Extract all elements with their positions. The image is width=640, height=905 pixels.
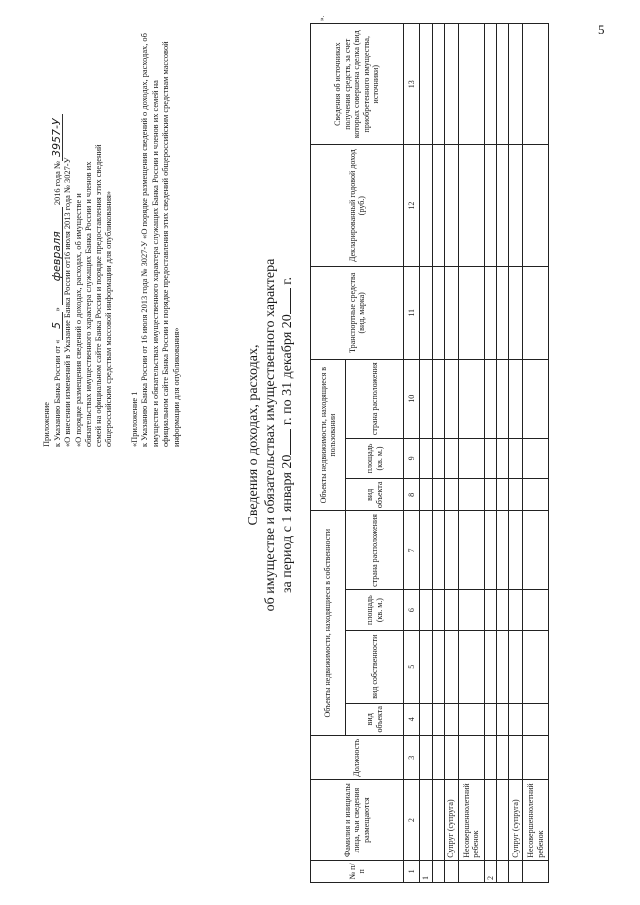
title-period-suffix: г. — [280, 277, 295, 285]
table-row — [444, 24, 458, 883]
table-row — [432, 24, 444, 883]
header-number: № п/п — [311, 860, 404, 882]
appendix-line6: семей на официальном сайте Банка России и порядке предоставления этих сведений — [94, 144, 104, 447]
appendix-line5: обязательствах имущественного характера служащих Банка России и членов их — [83, 161, 93, 447]
column-number: 10 — [404, 359, 420, 438]
table-row — [497, 24, 509, 883]
appendix-line2 — [52, 27, 63, 447]
appendix-day: 5 — [52, 312, 63, 340]
title-period-end: г. по 31 декабря 20 — [280, 314, 295, 426]
previous-body: к Указанию Банка России от 16 июля 2013 года № 3027-У «О порядке размещения сведений о доходах, расходах, об имуществе и обязательствах имущественного характера служащих Банка России и членов их семей на официальном сайте Банка России и порядке предоставления этих сведений общероссийским средствам массовой информации для опубликования» — [140, 33, 181, 447]
header-owned-ownership: вид собственности — [346, 630, 404, 703]
previous-title: «Приложение 1 — [130, 391, 139, 447]
header-owned-type: вид объекта — [346, 703, 404, 735]
column-number: 4 — [404, 703, 420, 735]
column-number: 6 — [404, 590, 420, 630]
appendix-month: февраля — [52, 207, 63, 305]
appendix-year: 2016 года № — [53, 161, 63, 206]
child-label: Несовершеннолетний ребенок — [458, 780, 484, 860]
row-number: 2 — [484, 860, 497, 882]
appendix-prefix: к Указанию Банка России от « — [53, 339, 63, 447]
table-row — [484, 24, 497, 883]
declaration-table — [310, 23, 549, 883]
header-owned-area: площадь (кв. м.) — [346, 590, 404, 630]
column-numbers-row — [404, 24, 420, 883]
appendix-mid: » — [53, 307, 63, 312]
year-end-blank[interactable] — [290, 288, 291, 314]
column-number: 11 — [404, 266, 420, 359]
appendix-line3: «О внесении изменений в Указание Банка России от16 июля 2013 года № 3027-У — [63, 157, 73, 447]
spouse-label: Супруг (супруга) — [444, 780, 458, 860]
table-row — [523, 24, 549, 883]
appendix-header — [42, 27, 114, 447]
row-number: 1 — [420, 860, 433, 882]
table-row — [509, 24, 523, 883]
header-used-type: вид объекта — [346, 479, 404, 511]
document-title — [245, 185, 296, 685]
column-number: 7 — [404, 511, 420, 590]
header-owned-property: Объекты недвижимости, находящиеся в собственности — [311, 511, 346, 735]
table-row — [458, 24, 484, 883]
column-number: 5 — [404, 630, 420, 703]
header-position: Должность — [311, 735, 404, 779]
spouse-label: Супруг (супруга) — [509, 780, 523, 860]
column-number: 13 — [404, 24, 420, 145]
column-number: 9 — [404, 438, 420, 478]
header-income: Декларированный годовой доход (руб.) — [311, 145, 404, 266]
column-number: 12 — [404, 145, 420, 266]
title-line3 — [279, 185, 296, 685]
title-line1: Сведения о доходах, расходах, — [246, 344, 261, 526]
page-number: 5 — [598, 22, 605, 37]
header-name: Фамилия и инициалы лица, чьи сведения размещаются — [311, 780, 404, 860]
child-label: Несовершеннолетний ребенок — [523, 780, 549, 860]
appendix-line4: «О порядке размещения сведений о доходах, расходах, об имуществе и — [73, 193, 83, 447]
header-owned-country: страна расположения — [346, 511, 404, 590]
closing-quote-mark: ». — [318, 15, 326, 21]
appendix-line1: Приложение — [42, 402, 51, 447]
title-line2: об имуществе и обязательствах имущественного характера — [263, 258, 278, 612]
previous-appendix — [130, 32, 182, 447]
column-number: 1 — [404, 860, 420, 882]
header-used-property: Объекты недвижимости, находящиеся в пользовании — [311, 359, 346, 511]
appendix-number: 3957-У — [52, 114, 63, 161]
year-start-blank[interactable] — [290, 429, 291, 455]
header-row-1 — [311, 24, 346, 883]
title-period-start: за период с 1 января 20 — [280, 454, 295, 593]
column-number: 3 — [404, 735, 420, 779]
header-sources: Сведения об источниках получения средств, за счет которых совершена сделка (вид приобретенного имущества, источники) — [311, 24, 404, 145]
header-used-area: площадь (кв. м.) — [346, 438, 404, 478]
header-vehicles: Транспортные средства (вид, марка) — [311, 266, 404, 359]
column-number: 2 — [404, 780, 420, 860]
header-used-country: страна расположения — [346, 359, 404, 438]
appendix-line7: общероссийским средствам массовой информации для опубликования» — [104, 191, 114, 447]
column-number: 8 — [404, 479, 420, 511]
table-row — [420, 24, 433, 883]
